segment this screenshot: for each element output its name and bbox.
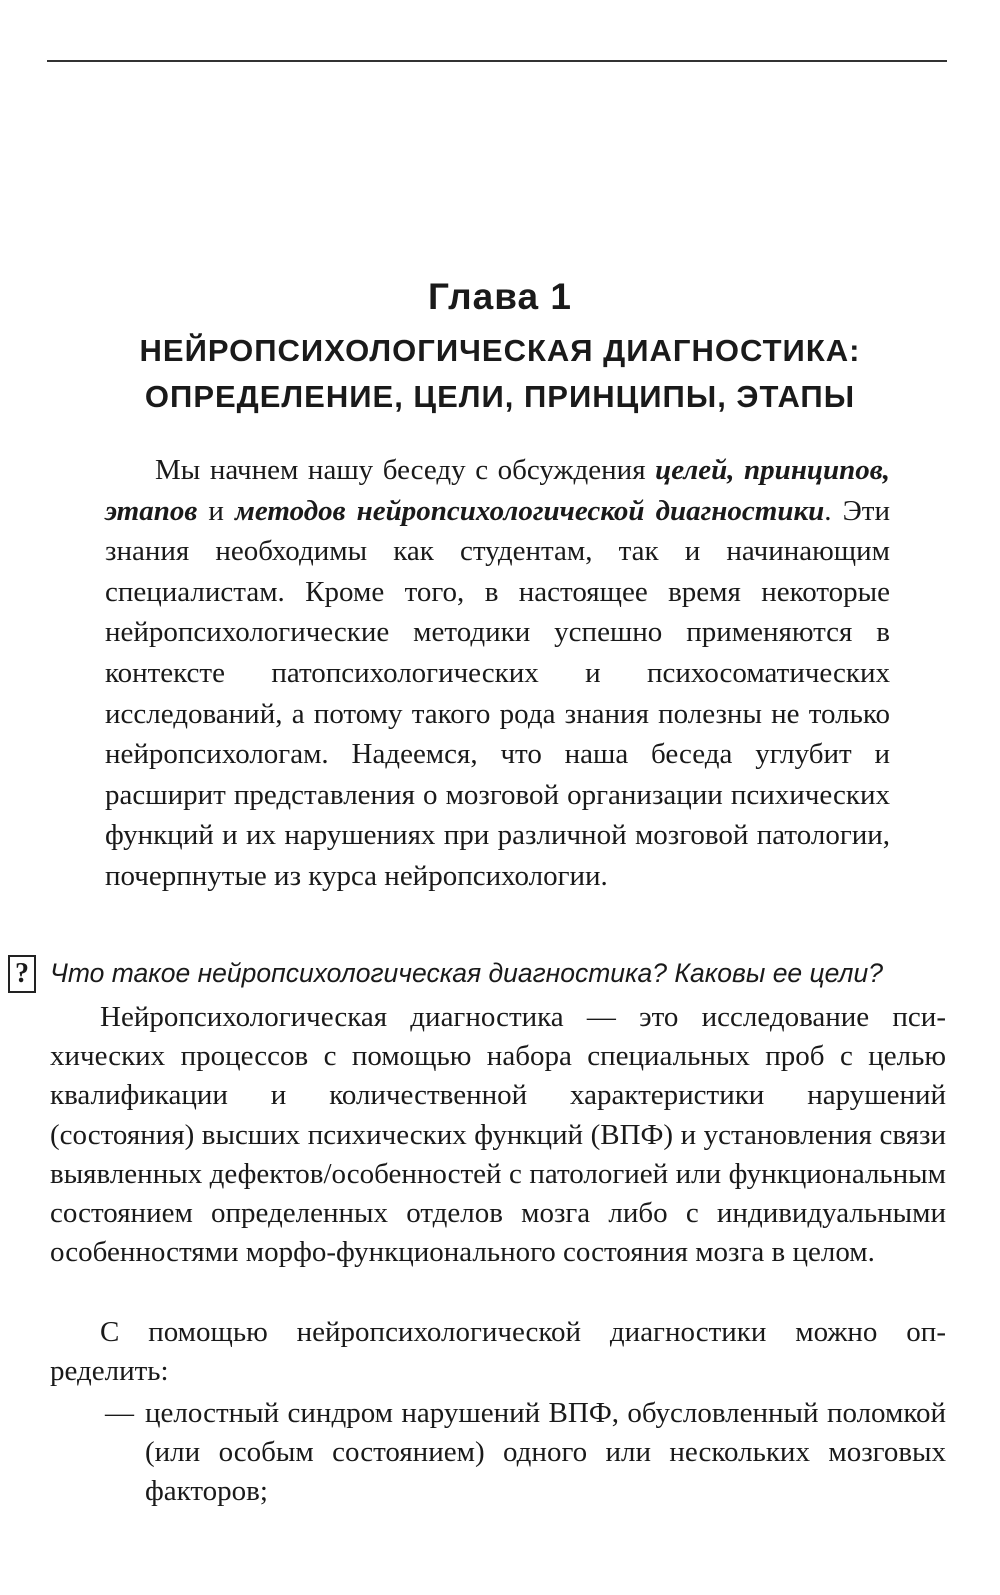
header-rule xyxy=(47,60,947,62)
intro-emphasis-1: целей, принципов, этапов xyxy=(105,454,891,527)
question-mark-box-icon: ? xyxy=(8,955,36,993)
intro-emphasis-2: методов нейропсихологической диагностики xyxy=(235,494,825,527)
definition-paragraph: Нейропсихологическая диагностика — это исследование психических процессов с помощью набора специальных проб с целью квалификации и количественной характеристики нарушений (состояния) высших психических функций (ВПФ) и установления связи выявленных дефектов/особенностей с патологией или функциональным состоянием определенных отделов мозга либо с индивидуальными особенностями морфо-функционального состояния мозга в целом. xyxy=(50,1001,946,1269)
intro-text-2: и xyxy=(197,494,236,527)
chapter-label: Глава 1 xyxy=(428,276,572,317)
question-heading: Что такое нейропсихологическая диагностика? Каковы ее цели? xyxy=(50,958,883,988)
intro-text-1: Мы начнем нашу беседу с обсуждения xyxy=(155,454,656,486)
list-item xyxy=(105,1394,946,1512)
intro-text-3: . Эти знания необходимы как студентам, так и начинающим специалистам. Кроме того, в настоящее время некоторые нейропсихологические методики успешно применяются в контексте патопсихологических и психосоматических исследований, а потому такого рода знания полезны не только нейропсихологам. Надеемся, что наша беседа углубит и расширит представления о мозговой организации психических функций и их нарушениях при различной мозговой патологии, почерпнутые из курса нейропсихологии. xyxy=(105,494,890,892)
chapter-title-line-1: НЕЙРОПСИХОЛОГИЧЕСКАЯ ДИАГНОСТИКА: xyxy=(139,333,861,368)
list-item-text: целостный синдром нарушений ВПФ, обусловленный поломкой (или особым состоянием) одного или нескольких мозговых факторов; xyxy=(145,1397,946,1508)
chapter-title-line-2: ОПРЕДЕЛЕНИЕ, ЦЕЛИ, ПРИНЦИПЫ, ЭТАПЫ xyxy=(144,379,856,414)
list-dash: — xyxy=(105,1397,134,1429)
chapter-title xyxy=(40,328,960,420)
intro-paragraph xyxy=(105,450,890,897)
list-intro-paragraph: С помощью нейропсихологической диагностики можно определить: xyxy=(50,1316,946,1388)
